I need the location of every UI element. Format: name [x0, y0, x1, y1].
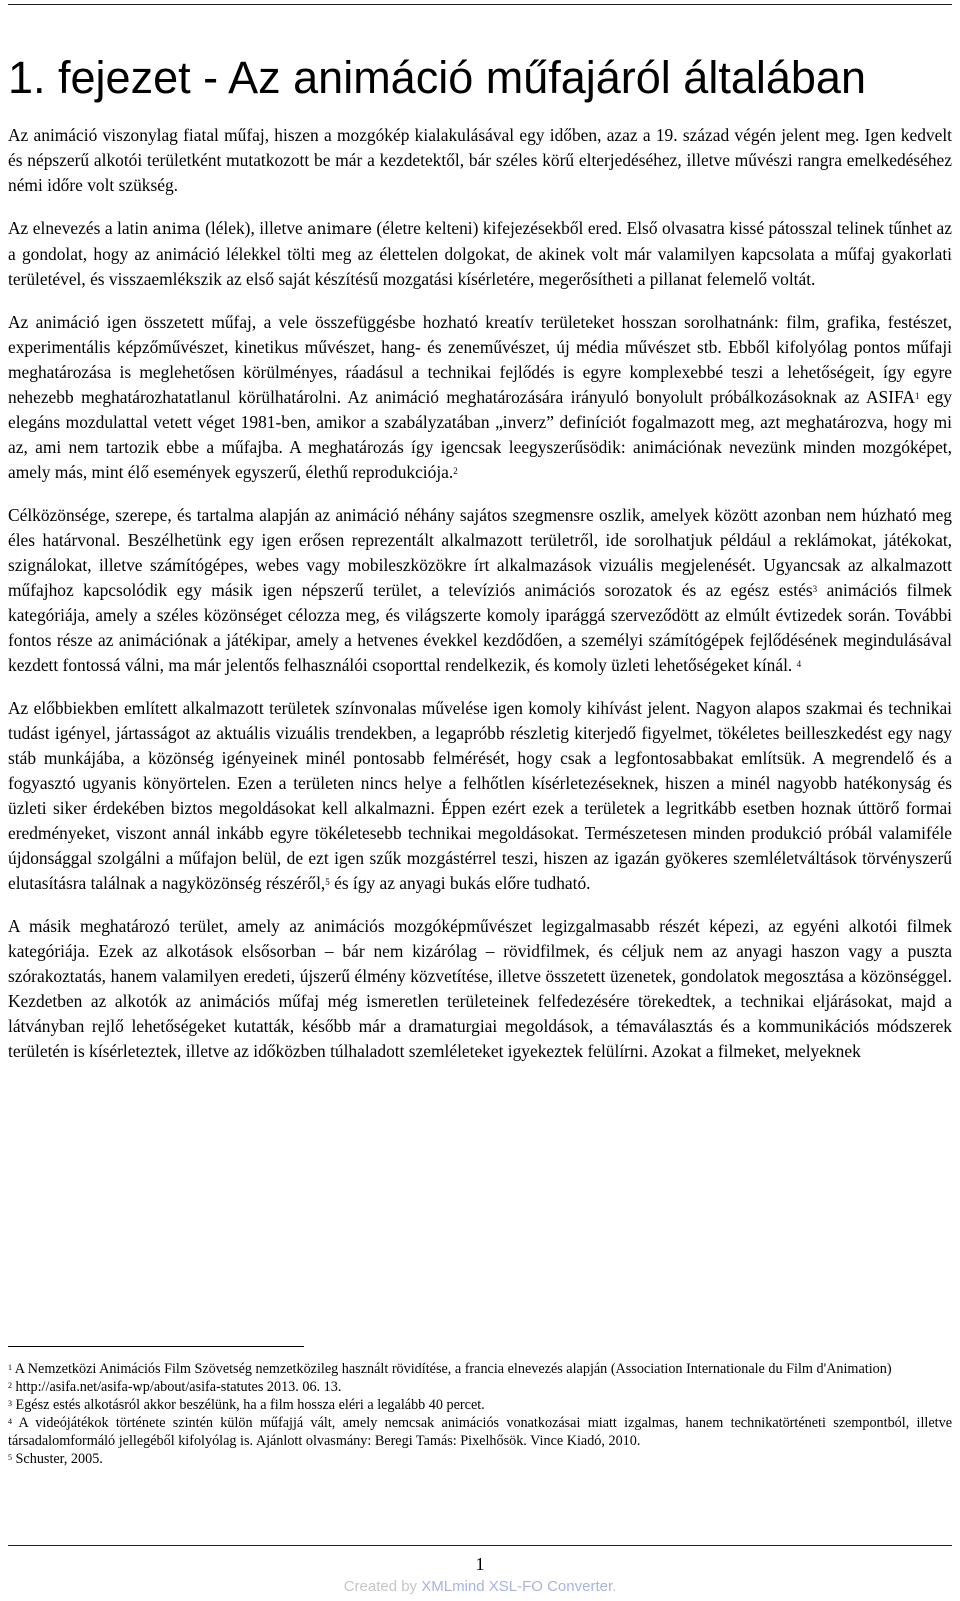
footnote-ref-5[interactable]: 5	[325, 877, 330, 887]
footnote-1	[8, 1360, 952, 1378]
paragraph-6: A másik meghatározó terület, amely az animációs mozgóképművészet legizgalmasabb részét képezi, az egyéni alkotói filmek kategóriája. Ezek az alkotások elsősorban – bár nem kizárólag – rövidfilmek, és céljuk nem az anyagi haszon vagy a puszta szórakoztatás, hanem valamilyen eredeti, újszerű élmény közvetítése, illetve összetett üzenetek, gondolatok megosztása a közönséggel. Kezdetben az alkotók az animációs műfaj még ismeretlen területeinek felfedezésére törekedtek, a technikai eljárásokat, majd a látványban rejlő lehetőségeket kutatták, később már a dramaturgiai megoldások, a témaválasztás és a kommunikációs módszerek területén is kísérleteztek, illetve az időközben túlhaladott szemléleteket igyekeztek felülírni. Azokat a filmeket, melyeknek	[8, 916, 952, 1061]
footnote-ref-1[interactable]: 1	[914, 391, 920, 401]
paragraph-5	[8, 696, 952, 896]
footnote-link[interactable]: http://asifa.net/asifa-wp/about/asifa-statutes 2013. 06. 13.	[12, 1379, 342, 1395]
page-number: 1	[475, 1554, 485, 1574]
chapter-title: 1. fejezet - Az animáció műfajáról általában	[8, 52, 866, 103]
footnote-text: Egész estés alkotásról akkor beszélünk, ha a film hossza eléri a legalább 40 percet.	[12, 1397, 485, 1413]
paragraph-2	[8, 216, 952, 292]
footnotes	[8, 1360, 952, 1468]
footnote-number: 5	[8, 1453, 12, 1462]
footnote-divider	[8, 1346, 304, 1347]
footnote-ref-3[interactable]: 3	[812, 584, 818, 594]
paragraph-5-text: és így az anyagi bukás előre tudható.	[329, 873, 591, 893]
footnote-text: A videójátékok története szintén külön műfajjá vált, amely nemcsak animációs vonatkozásai miatt izgalmas, hanem technikatörténeti szempontból, illetve társadalomformáló jellegéből kifolyólag is. Ajánlott olvasmány: Beregi Tamás: Pixelhősök. Vince Kiadó, 2010.	[8, 1415, 952, 1449]
paragraph-3-text: Az animáció igen összetett műfaj, a vele összefüggésbe hozható kreatív területeket hosszan sorolhatnánk: film, grafika, festészet, experimentális képzőművészet, kinetikus művészet, hang- és zeneművészet, új média művészet stb. Ebből kifolyólag pontos műfaji meghatározása is meglehetősen körülményes, ráadásul a technikai fejlődés is egyre komplexebbé teszi a lehetőségeit, így egyre nehezebb meghatározhatatlanul körülhatárolni. Az animáció meghatározására irányuló bonyolult próbálkozásoknak az ASIFA	[8, 312, 952, 407]
paragraph-4-text: animációs filmek kategóriája, amely a széles közönséget célozza meg, és világszerte komoly iparággá szerveződött az elmúlt évtizedek során. További fontos része az animációnak a játékipar, amely a hetvenes évekkel kezdődően, a személyi számítógépek fejlődésének megindulásával kezdett fontossá válni, ma már jelentős felhasználói csoporttal rendelkezik, és komoly üzleti lehetőségeket kínál.	[8, 580, 952, 675]
paragraph-1: Az animáció viszonylag fiatal műfaj, hiszen a mozgókép kialakulásával egy időben, azaz a 19. század végén jelent meg. Igen kedvelt és népszerű alkotói területként mutatkozott be már a kezdetektől, bár széles körű elterjedéséhez, illetve művészi rangra emelkedéséhez némi időre volt szükség.	[8, 125, 952, 195]
footnote-5	[8, 1450, 952, 1468]
credit-suffix: .	[612, 1578, 617, 1595]
footnote-number: 1	[8, 1363, 12, 1372]
credit-prefix: Created by	[343, 1578, 422, 1595]
footnote-number: 4	[8, 1417, 12, 1426]
page-content	[8, 0, 952, 1064]
paragraph-2-text: (lélek), illetve	[200, 218, 308, 238]
term-animare: animare	[307, 220, 372, 238]
footnote-2	[8, 1378, 952, 1396]
paragraph-5-text: Az előbbiekben említett alkalmazott területek színvonalas művelése igen komoly kihívást jelent. Nagyon alapos szakmai és technikai tudást igényel, jártasságot az aktuális vizuális trendekben, a legapróbb részletig kiterjedő figyelmet, tökéletes beilleszkedést egy nagy stáb munkájába, a közönség igényeinek minél pontosabb felmérését, hogy csak a legfontosabbakat említsük. A megrendelő és a fogyasztó ugyanis könyörtelen. Ezen a területen nincs helye a felhőtlen kísérletezéseknek, hiszen a minél nagyobb hatékonyság és üzleti siker érdekében biztos megoldásokat kell alkalmazni. Éppen ezért ezek a területek a legritkább esetben hoznak úttörő formai eredményeket, viszont annál inkább egyre tökéletesebb technikai megoldásokat. Természetesen minden produkció próbál valamiféle újdonsággal szolgálni a műfajon belül, de ezt igen szűk mozgástérrel teszi, hiszen az igazán gyökeres szemléletváltások törvényszerű elutasításra találnak a nagyközönség részéről,	[8, 698, 952, 893]
footnote-text: A Nemzetközi Animációs Film Szövetség nemzetközileg használt rövidítése, a francia elnevezés alapján (Association Internationale du Film d'Animation)	[12, 1361, 892, 1377]
footnote-text: Schuster, 2005.	[12, 1451, 103, 1467]
footnote-number: 3	[8, 1399, 12, 1408]
paragraph-2-text: (életre kelteni) kifejezésekből ered. Első olvasatra kissé pátosszal telinek tűnhet az a gondolat, hogy az animáció lélekkel tölti meg az élettelen dolgokat, de akinek volt már valamilyen kapcsolata a műfaj gyakorlati területével, és visszaemlékszik az első saját készítésű mozgatási kísérletére, megerősítheti a pillanat felemelő voltát.	[8, 218, 952, 289]
footnote-3	[8, 1396, 952, 1414]
converter-credit	[0, 1577, 960, 1597]
paragraph-3	[8, 310, 952, 485]
footnote-ref-2[interactable]: 2	[453, 466, 458, 476]
credit-link[interactable]: XMLmind XSL-FO Converter	[421, 1578, 613, 1595]
bottom-divider	[8, 1545, 952, 1546]
term-anima: anima	[152, 220, 201, 238]
footnote-4	[8, 1414, 952, 1450]
footnote-ref-4[interactable]: 4	[796, 659, 802, 669]
paragraph-3-text: egy elegáns mozdulattal vetett véget 1981-ben, amikor a szabályzatában „inverz” definíciót fogalmazott meg, azt meghatározva, hogy mi az, ami nem tartozik ebbe a műfajba. A meghatározás így igencsak leegyszerűsödik: animációnak nevezünk minden mozgóképet, amely más, mint élő események egyszerű, élethű reprodukciója.	[8, 387, 952, 482]
paragraph-4	[8, 503, 952, 678]
footnote-number: 2	[8, 1381, 12, 1390]
paragraph-4-text: Célközönsége, szerepe, és tartalma alapján az animáció néhány sajátos szegmensre oszlik, amelyek között azonban nem húzható meg éles határvonal. Beszélhetünk egy igen erősen reprezentált alkalmazott területről, ide sorolhatjuk például a reklámokat, játékokat, szignálokat, illetve számítógépes, webes vagy mobileszközökre írt alkalmazások vizuális megjelenését. Ugyancsak az alkalmazott műfajhoz kapcsolódik egy másik igen népszerű terület, a televíziós animációs sorozatok és az egész estés	[8, 505, 952, 600]
paragraph-2-text: Az elnevezés a latin	[8, 218, 153, 238]
